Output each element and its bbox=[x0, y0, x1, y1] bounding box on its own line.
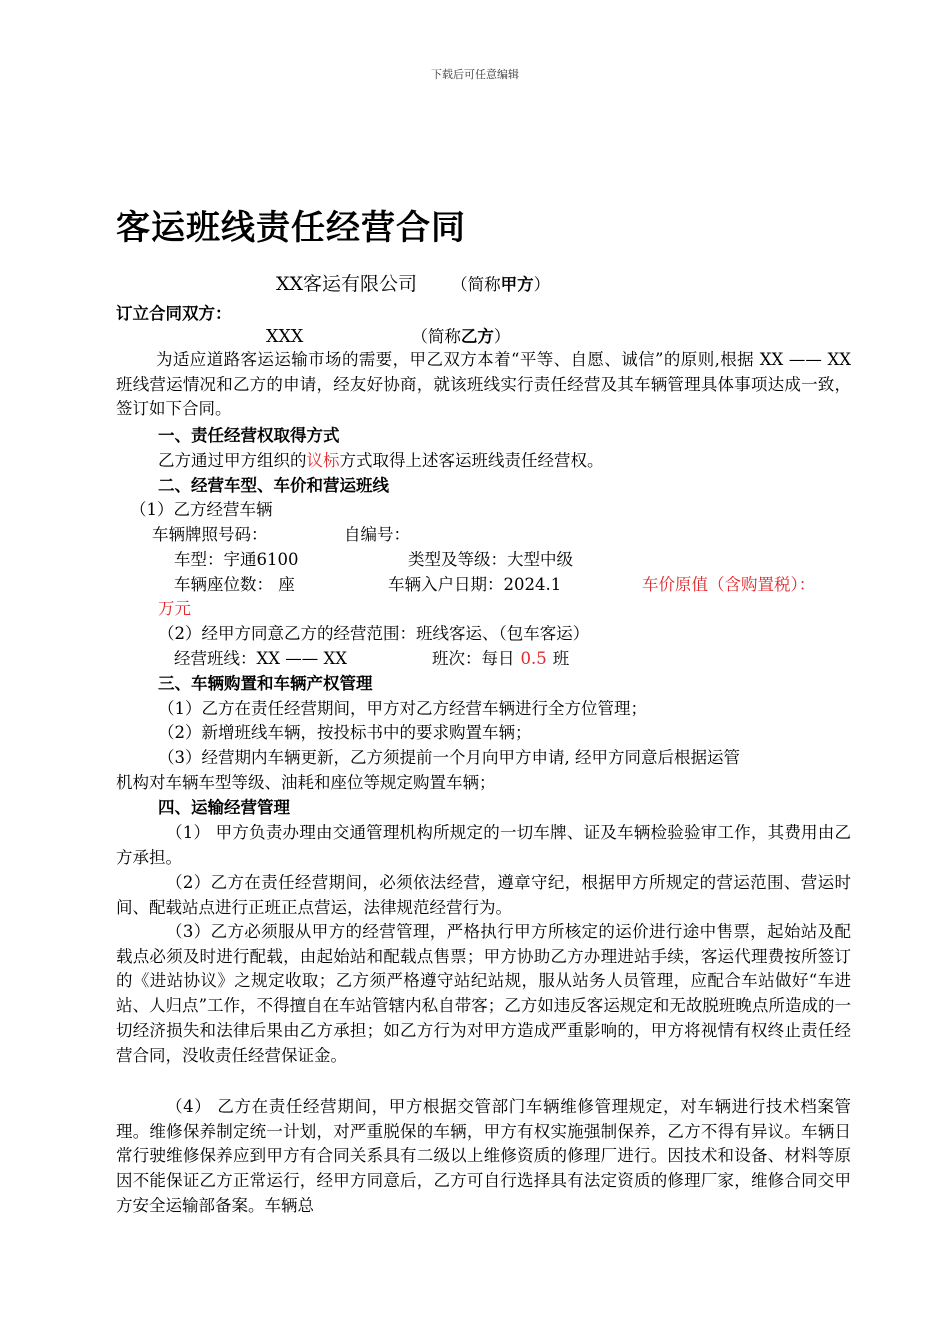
seat-count: 车辆座位数： 座 bbox=[174, 575, 295, 594]
party-a-name: XX客运有限公司 bbox=[276, 273, 418, 295]
party-b-line: XXX （简称乙方） bbox=[266, 327, 511, 347]
section-4-para-4: （4） 乙方在责任经营期间，甲方根据交管部门车辆维修管理规定，对车辆进行技术档案管理。维修保养制定统一计划，对严重脱保的车辆，甲方有权实施强制保养，乙方不得有异议。车辆日常行驶维修保养应到甲方有合同关系具有二级以上维修资质的修理厂进行。因技术和设备、材料等原因不能保证乙方正常运行，经甲方同意后，乙方可自行选择具有法定资质的修理厂家，维修合同交甲方安全运输部备案。车辆总 bbox=[116, 1097, 851, 1215]
business-scope: （2）经甲方同意乙方的经营范围：班线客运、（包车客运） bbox=[158, 624, 590, 643]
price-label: 车价原值（含购置税）： bbox=[642, 575, 816, 594]
plate-label: 车辆牌照号码： bbox=[152, 525, 268, 544]
party-b-abbr: 乙方 bbox=[460, 327, 494, 346]
section-2-heading: 二、经营车型、车价和营运班线 bbox=[158, 476, 389, 495]
route: 经营班线：XX —— XX bbox=[174, 649, 347, 668]
vehicle-type-grade: 类型及等级：大型中级 bbox=[408, 550, 573, 569]
vehicle-subheading: （1）乙方经营车辆 bbox=[130, 500, 273, 519]
trips: 班次：每日 0.5 班 bbox=[432, 649, 570, 668]
section-1-text: 乙方通过甲方组织的议标方式取得上述客运班线责任经营权。 bbox=[158, 451, 604, 470]
section-4-para-2: （2）乙方在责任经营期间，必须依法经营，遵章守纪，根据甲方所规定的营运范围、营运时间、配载站点进行正班正点营运，法律规范经营行为。 bbox=[116, 873, 851, 917]
section-3-item-3-cont: 机构对车辆车型等级、油耗和座位等规定购置车辆； bbox=[116, 773, 496, 792]
registration-date: 车辆入户日期：2024.1 bbox=[388, 575, 562, 594]
party-b-name: XXX bbox=[266, 327, 304, 347]
party-a-abbr: 甲方 bbox=[500, 275, 534, 294]
section-1-heading: 一、责任经营权取得方式 bbox=[158, 426, 340, 445]
bid-method: 议标 bbox=[306, 451, 340, 470]
document-title: 客运班线责任经营合同 bbox=[116, 208, 466, 248]
section-4-heading: 四、运输经营管理 bbox=[158, 798, 290, 817]
header-note: 下载后可任意编辑 bbox=[431, 68, 519, 81]
section-3-item-2: （2）新增班线车辆，按投标书中的要求购置车辆； bbox=[158, 723, 532, 742]
parties-label: 订立合同双方： bbox=[116, 304, 232, 323]
price-unit: 万元 bbox=[158, 599, 191, 618]
section-3-item-1: （1）乙方在责任经营期间，甲方对乙方经营车辆进行全方位管理； bbox=[158, 699, 647, 718]
section-4-para-3: （3）乙方必须服从甲方的经营管理，严格执行甲方所核定的运价进行途中售票，起始站及配载点必须及时进行配载，由起始站和配载点售票；甲方协助乙方办理进站手续，客运代理费按所签订的《进站协议》之规定收取；乙方须严格遵守站纪站规，服从站务人员管理，应配合车站做好“车进站、人归点”工作，不得擅自在车站管辖内私自带客；乙方如违反客运规定和无故脱班晚点所造成的一切经济损失和法律后果由乙方承担；如乙方行为对甲方造成严重影响的，甲方将视情有权终止责任经营合同，没收责任经营保证金。 bbox=[116, 922, 851, 1065]
vehicle-model: 车型：宇通6100 bbox=[174, 550, 299, 569]
section-4-para-1: （1） 甲方负责办理由交通管理机构所规定的一切车牌、证及车辆检验验审工作，其费用由乙方承担。 bbox=[116, 823, 851, 867]
trips-value: 0.5 bbox=[520, 649, 547, 668]
intro-paragraph: 为适应道路客运运输市场的需要，甲乙双方本着“平等、自愿、诚信”的原则,根据 XX —— XX班线营运情况和乙方的申请，经友好协商，就该班线实行责任经营及其车辆管理具体事项达成一致，签订如下合同。 bbox=[116, 350, 851, 419]
self-number-label: 自编号： bbox=[344, 525, 410, 544]
party-a-line: XX客运有限公司 （简称甲方） bbox=[276, 273, 551, 295]
section-3-heading: 三、车辆购置和车辆产权管理 bbox=[158, 674, 373, 693]
section-3-item-3: （3）经营期内车辆更新，乙方须提前一个月向甲方申请, 经甲方同意后根据运管 bbox=[158, 748, 740, 767]
